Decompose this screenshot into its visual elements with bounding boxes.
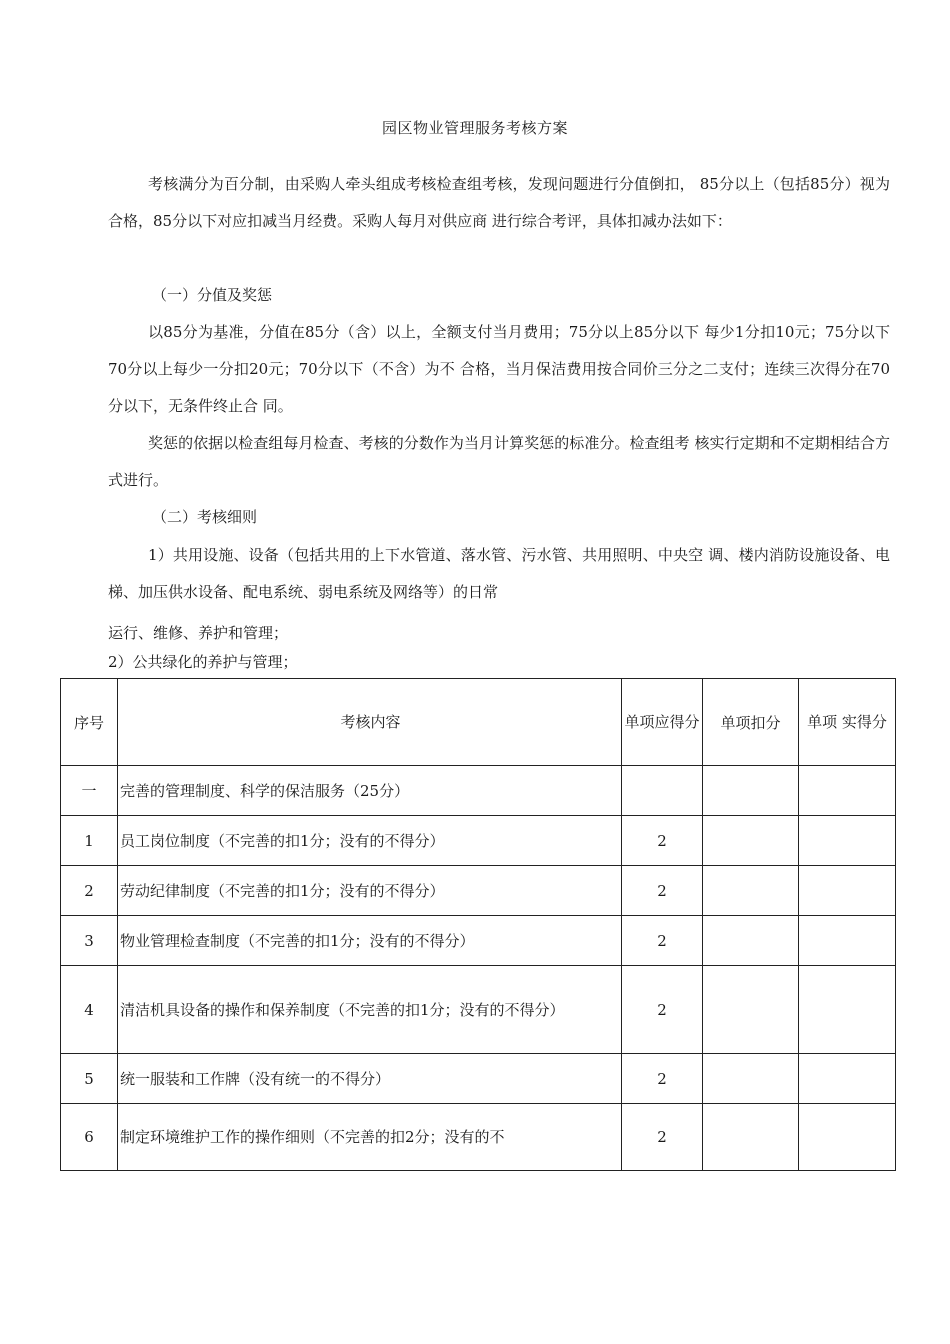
header-content: 考核内容 — [118, 679, 622, 766]
rule-item-1-continued: 运行、维修、养护和管理； — [108, 624, 289, 642]
table-row — [61, 816, 896, 866]
table-row — [61, 1054, 896, 1104]
row-seq: 4 — [61, 966, 118, 1054]
row-content: 劳动纪律制度（不完善的扣1分；没有的不得分） — [118, 866, 622, 916]
row-should-score: 2 — [622, 816, 703, 866]
rule-item-1: 1）共用设施、设备（包括共用的上下水管道、落水管、污水管、共用照明、中央空 调、楼内消防设施设备、电梯、加压供水设备、配电系统、弱电系统及网络等）的日常 — [108, 546, 890, 601]
header-seq: 序号 — [61, 679, 118, 766]
row-should-score: 2 — [622, 1104, 703, 1171]
row-should-score: 2 — [622, 916, 703, 966]
row-actual-score — [799, 1054, 896, 1104]
table-header-row — [61, 679, 896, 766]
row-deduction — [703, 1104, 799, 1171]
row-deduction — [703, 916, 799, 966]
row-should-score: 2 — [622, 966, 703, 1054]
header-deduction: 单项扣分 — [703, 679, 799, 766]
table-row — [61, 966, 896, 1054]
section-should-score — [622, 766, 703, 816]
row-deduction — [703, 816, 799, 866]
document-title: 园区物业管理服务考核方案 — [381, 119, 568, 137]
row-content: 物业管理检查制度（不完善的扣1分；没有的不得分） — [118, 916, 622, 966]
row-content: 员工岗位制度（不完善的扣1分；没有的不得分） — [118, 816, 622, 866]
row-seq: 2 — [61, 866, 118, 916]
table-section-row — [61, 766, 896, 816]
section-seq: 一 — [61, 766, 118, 816]
row-seq: 1 — [61, 816, 118, 866]
section-content: 完善的管理制度、科学的保洁服务（25分） — [118, 766, 622, 816]
table-row — [61, 916, 896, 966]
row-seq: 5 — [61, 1054, 118, 1104]
row-should-score: 2 — [622, 1054, 703, 1104]
row-actual-score — [799, 916, 896, 966]
row-actual-score — [799, 816, 896, 866]
row-actual-score — [799, 866, 896, 916]
table-row — [61, 866, 896, 916]
scores-paragraph: 以85分为基准，分值在85分（含）以上，全额支付当月费用；75分以上85分以下 每少1分扣10元；75分以下70分以上每少一分扣20元；70分以下（不含）为不 合格，当月保洁费用按合同价三分之二支付；连续三次得分在70分以下，无条件终止合 同。 — [108, 323, 890, 415]
row-actual-score — [799, 966, 896, 1054]
rewards-paragraph: 奖惩的依据以检查组每月检查、考核的分数作为当月计算奖惩的标准分。检查组考 核实行定期和不定期相结合方式进行。 — [108, 434, 890, 489]
row-deduction — [703, 966, 799, 1054]
row-content: 统一服装和工作牌（没有统一的不得分） — [118, 1054, 622, 1104]
row-seq: 6 — [61, 1104, 118, 1171]
table-row — [61, 1104, 896, 1171]
section-actual-score — [799, 766, 896, 816]
header-actual-score: 单项 实得分 — [799, 679, 896, 766]
row-should-score: 2 — [622, 866, 703, 916]
row-content: 制定环境维护工作的操作细则（不完善的扣2分；没有的不 — [118, 1104, 622, 1171]
assessment-table — [60, 678, 896, 1171]
section-heading-scores: （一）分值及奖惩 — [152, 286, 273, 304]
section-deduction — [703, 766, 799, 816]
section-heading-rules: （二）考核细则 — [152, 508, 258, 526]
row-content: 清洁机具设备的操作和保养制度（不完善的扣1分；没有的不得分） — [118, 966, 622, 1054]
row-seq: 3 — [61, 916, 118, 966]
row-deduction — [703, 1054, 799, 1104]
row-deduction — [703, 866, 799, 916]
header-should-score: 单项应得分 — [622, 679, 703, 766]
intro-paragraph: 考核满分为百分制，由采购人牵头组成考核检查组考核，发现问题进行分值倒扣， 85分以上（包括85分）视为合格，85分以下对应扣减当月经费。采购人每月对供应商 进行综合考评，具体扣减办法如下： — [108, 175, 890, 230]
row-actual-score — [799, 1104, 896, 1171]
rule-item-2: 2）公共绿化的养护与管理； — [108, 653, 298, 671]
